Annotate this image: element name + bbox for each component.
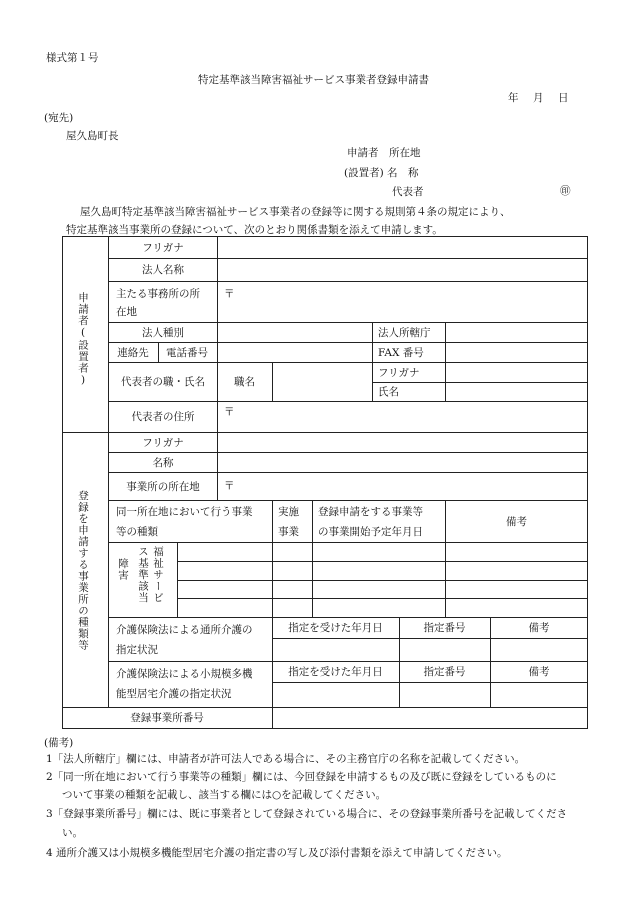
- impl-label-2: 事業: [278, 525, 299, 538]
- name-label: 氏名: [378, 386, 399, 398]
- reg-number-label: 登録事業所番号: [130, 712, 204, 724]
- remarks-label-3: 備考: [528, 666, 550, 678]
- section1-label: 申請者(設置者): [77, 292, 89, 387]
- designated-date-label: 指定を受けた年月日: [288, 622, 383, 634]
- addressee-label: (宛先): [44, 112, 74, 124]
- shogai-label: 障害: [117, 558, 129, 581]
- note-3a: 3「登録事業所番号」欄には、既に事業者として登録されている場合に、その登録事業所番号を記載してくださ: [46, 808, 568, 820]
- fax-label: FAX 番号: [378, 346, 424, 359]
- contact-label: 連絡先: [117, 346, 149, 359]
- seal-mark: ㊞: [560, 185, 571, 197]
- application-form-table: [62, 236, 588, 729]
- remarks-label: 備考: [506, 515, 527, 528]
- applicant-address-label: 申請者 所在地: [347, 147, 421, 159]
- intro-text-1: 屋久島町特定基準該当障害福祉サービス事業者の登録等に関する規則第４条の規定により、: [80, 206, 511, 218]
- corp-name-label: 法人名称: [142, 264, 184, 276]
- remarks-label-2: 備考: [528, 622, 550, 634]
- small-care-label-2: 能型居宅介護の指定状況: [116, 687, 232, 700]
- note-4: 4 通所介護又は小規模多機能型居宅介護の指定書の写し及び添付書類を添えて申請してください。: [46, 847, 508, 859]
- start-date-label-2: の事業開始予定年月日: [318, 525, 423, 538]
- notes-heading: (備考): [44, 737, 74, 749]
- note-2b: ついて事業の種類を記載し、該当する欄には○を記載してください。: [62, 789, 387, 801]
- postal-mark-1: 〒: [224, 287, 235, 300]
- fukushi-label-col2: ス基準該当: [137, 546, 149, 604]
- impl-label-1: 実施: [278, 505, 299, 518]
- fukushi-label-col1: 福祉サービ: [152, 546, 164, 604]
- care-home-label-1: 介護保険法による通所介護の: [116, 623, 253, 636]
- main-office-label-1: 主たる事務所の所: [116, 287, 200, 300]
- same-loc-label-2: 等の種類: [116, 525, 158, 538]
- same-loc-label-1: 同一所在地において行う事業: [116, 505, 253, 518]
- facility-name-label: 名称: [152, 456, 174, 469]
- small-care-label-1: 介護保険法による小規模多機: [116, 667, 253, 680]
- postal-mark-3: 〒: [224, 479, 235, 492]
- main-office-label-2: 在地: [116, 305, 137, 318]
- date-line: 年 月 日: [508, 92, 571, 104]
- applicant-rep-label: 代表者: [392, 186, 424, 198]
- intro-text-2: 特定基準該当事業所の登録について、次のとおり関係書類を添えて申請します。: [66, 224, 443, 236]
- section2-label: 登録を申請する事業所の種類等: [77, 490, 89, 651]
- furigana-label-2: フリガナ: [378, 366, 420, 379]
- care-home-label-2: 指定状況: [116, 643, 158, 656]
- rep-address-label: 代表者の住所: [131, 411, 195, 423]
- page-title: 特定基準該当障害福祉サービス事業者登録申請書: [198, 74, 429, 86]
- start-date-label-1: 登録申請をする事業等: [318, 505, 423, 518]
- designated-date-label-2: 指定を受けた年月日: [288, 666, 383, 678]
- designated-no-label-2: 指定番号: [423, 666, 466, 678]
- note-1: 1「法人所轄庁」欄には、申請者が許可法人である場合に、その主務官庁の名称を記載してください。: [46, 753, 526, 765]
- note-2a: 2「同一所在地において行う事業等の種類」欄には、今回登録を申請するもの及び既に登録をしているものに: [46, 771, 557, 783]
- rep-title-name-label: 代表者の職・氏名: [121, 376, 205, 388]
- form-number: 様式第１号: [46, 52, 99, 64]
- addressee: 屋久島町長: [66, 130, 119, 142]
- facility-location-label: 事業所の所在地: [126, 480, 200, 493]
- corp-type-label: 法人種別: [142, 326, 184, 339]
- furigana-label-3: フリガナ: [142, 436, 184, 449]
- postal-mark-2: 〒: [224, 405, 235, 418]
- designated-no-label: 指定番号: [423, 622, 466, 634]
- furigana-label: フリガナ: [142, 241, 184, 254]
- applicant-name-label: (設置者) 名 称: [344, 167, 419, 179]
- note-3b: い。: [62, 827, 83, 839]
- corp-authority-label: 法人所轄庁: [378, 326, 431, 339]
- phone-label: 電話番号: [166, 346, 208, 359]
- position-label: 職名: [234, 376, 255, 388]
